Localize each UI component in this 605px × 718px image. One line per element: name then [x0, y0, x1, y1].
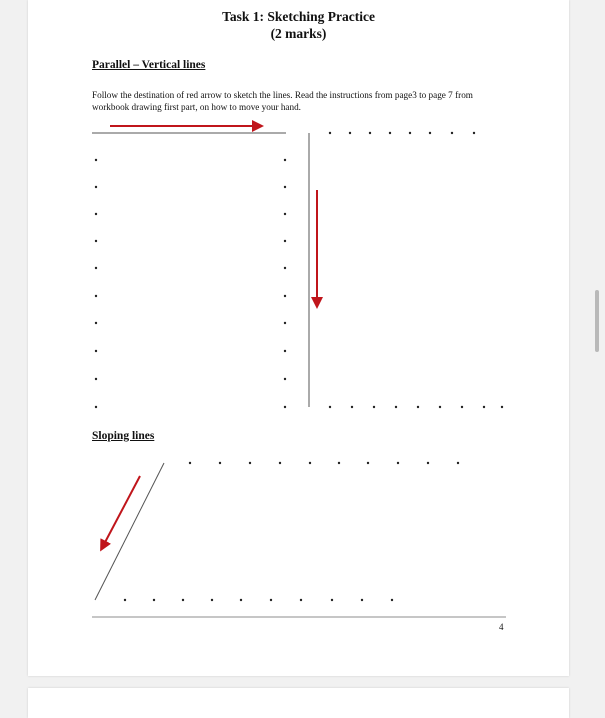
task-title: Task 1: Sketching Practice: [222, 9, 375, 24]
document-page: [28, 0, 569, 676]
bottom-row-dots: [329, 406, 503, 408]
sloping-red-arrow: [102, 476, 140, 548]
middle-column-dots: [284, 159, 286, 408]
section-heading-sloping: Sloping lines: [92, 430, 155, 442]
instructions-text: Follow the destination of red arrow to sketch the lines. Read the instructions from page3 to page 7 from workbook drawing first part, on how to move your hand.: [92, 90, 473, 112]
top-row-dots: [329, 132, 475, 134]
section-heading-parallel: Parallel – Vertical lines: [92, 59, 206, 71]
page-number: 4: [499, 622, 504, 632]
sloping-reference-line: [95, 463, 164, 600]
sloping-bottom-row-dots: [124, 599, 393, 601]
left-column-dots: [95, 159, 97, 408]
sketch-area: [28, 0, 569, 676]
task-marks: (2 marks): [270, 26, 327, 41]
next-page: [28, 688, 569, 718]
vertical-scrollbar[interactable]: [595, 290, 599, 352]
sloping-top-row-dots: [189, 462, 459, 464]
